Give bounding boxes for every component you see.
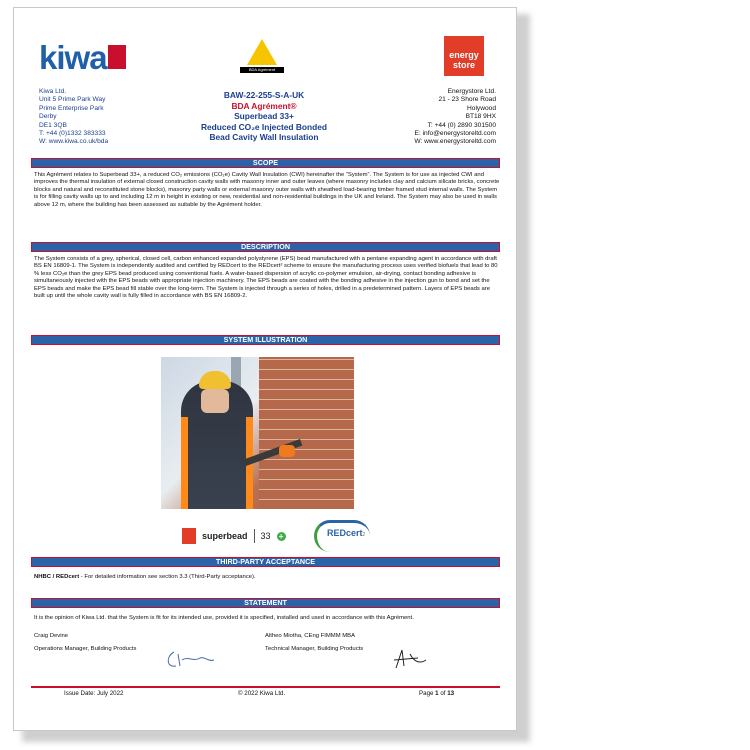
glove	[279, 445, 295, 457]
statement-text: It is the opinion of Kiwa Ltd. that the System is fit for its intended use, provided it is specified, installed and used in accordance with this Agrément.	[34, 615, 414, 621]
kiwa-logo-mark	[108, 45, 126, 69]
bba-triangle-icon	[247, 39, 277, 65]
signatory-2-role: Technical Manager, Building Products	[265, 646, 364, 653]
copyright: © 2022 Kiwa Ltd.	[238, 690, 286, 697]
brick-wall	[259, 357, 354, 509]
signatory-1	[34, 633, 137, 654]
product-description-1: Reduced CO₂e Injected Bonded	[200, 121, 328, 132]
scope-text: This Agrément relates to Superbead 33+, a reduced CO₂ emissions (CO₂e) Cavity Wall Insulation (CWI) hereinafter the “System”. The System is for use as injected CWI and improves the thermal insulation of external closed construction cavity walls with masonry inner and outer leaves (where masonry includes clay and calcium silicate bricks, concrete blocks and natural and reconstituted stone blocks), masonry party walls or external masonry outer walls with sheathed load-bearing timber framed stud internal walls. The System is for filling cavity walls up to and including 12 m in height in existing or new, residential and non-residential buildings in the UK and Ireland. The System may also be used in walls above 12 m, where the building has been assessed as suitable by the Agrément holder.	[34, 172, 500, 208]
kiwa-logo: kiwa	[39, 39, 126, 77]
issue-date: Issue Date: July 2022	[64, 690, 124, 697]
signature-2	[390, 646, 430, 672]
footer-rule	[31, 686, 500, 688]
section-bar-illustration: SYSTEM ILLUSTRATION	[31, 335, 500, 345]
page-number: Page 1 of 13	[419, 690, 455, 697]
signatory-2-name: Altheo Miotha, CEng FIMMM MBA	[265, 633, 356, 639]
bba-logo-label: BDA Agrément	[240, 67, 284, 73]
energystore-mini-icon	[182, 528, 196, 544]
plus-icon: +	[277, 532, 286, 541]
energystore-address: Energystore Ltd. 21 - 23 Shore Road Holywood BT18 9HX T: +44 (0) 2890 301500 E: info@energystoreltd.com W: www.energystoreltd.com	[414, 88, 496, 146]
signatory-2	[265, 633, 363, 654]
section-bar-description: DESCRIPTION	[31, 242, 500, 252]
section-bar-statement: STATEMENT	[31, 598, 500, 608]
system-illustration-photo	[161, 357, 354, 509]
hi-vis-vest	[181, 417, 253, 509]
bba-logo	[240, 39, 284, 73]
section-bar-third-party: THIRD-PARTY ACCEPTANCE	[31, 557, 500, 567]
product-name: Superbead 33+	[234, 111, 294, 121]
worker-face	[201, 389, 229, 413]
third-party-text: NHBC / REDcert - For detailed information see section 3.3 (Third-Party acceptance).	[34, 574, 256, 580]
redcert-logo: REDcert2	[314, 520, 370, 552]
document-page	[13, 7, 517, 731]
signature-1	[164, 648, 218, 670]
section-bar-scope: SCOPE	[31, 158, 500, 168]
certificate-type: BDA Agrément®	[231, 100, 297, 111]
signatory-1-role: Operations Manager, Building Products	[34, 646, 137, 653]
superbead-logo: superbead 33 +	[182, 528, 286, 544]
logo-divider	[254, 529, 255, 543]
certificate-title	[164, 90, 364, 143]
signatory-1-name: Craig Devine	[34, 633, 69, 639]
description-text: The System consists of a grey, spherical, closed cell, carbon enhanced expanded polystyrene (EPS) bead manufactured with a pentane expanding agent in accordance with draft BS EN 16809-1. The System is independently audited and certified by REDcert to the REDcert² scheme to ensure the manufacturing process uses verified biofuels that lead to 80 % less CO₂e than the grey EPS bead produced using conventional fuels. A water-based dispersion of acrylic co-polymer emulsion, air-drying, contact bonding adhesive is simultaneously injected with the EPS beads with appropriate injection machinery. The EPS beads are coated with the bonding adhesive in the injection gun to bond and set the EPS beads and make the EPS bead fill stable over the long-term. The System is injected through a series of holes, drilled in a predetermined pattern. Layers of EPS beads are built up until the whole cavity wall is fully filled in accordance with BS EN 16809-2.	[34, 256, 498, 300]
kiwa-address: Kiwa Ltd. Unit 5 Prime Park Way Prime Enterprise Park Derby DE1 3QB T: +44 (0)1332 383333 W: www.kiwa.co.uk/bda	[39, 88, 109, 146]
certificate-number: BAW-22-255-S-A-UK	[223, 90, 305, 100]
energystore-logo: energy store	[444, 36, 484, 76]
product-description-2: Bead Cavity Wall Insulation	[209, 132, 319, 142]
hard-hat	[199, 371, 231, 389]
